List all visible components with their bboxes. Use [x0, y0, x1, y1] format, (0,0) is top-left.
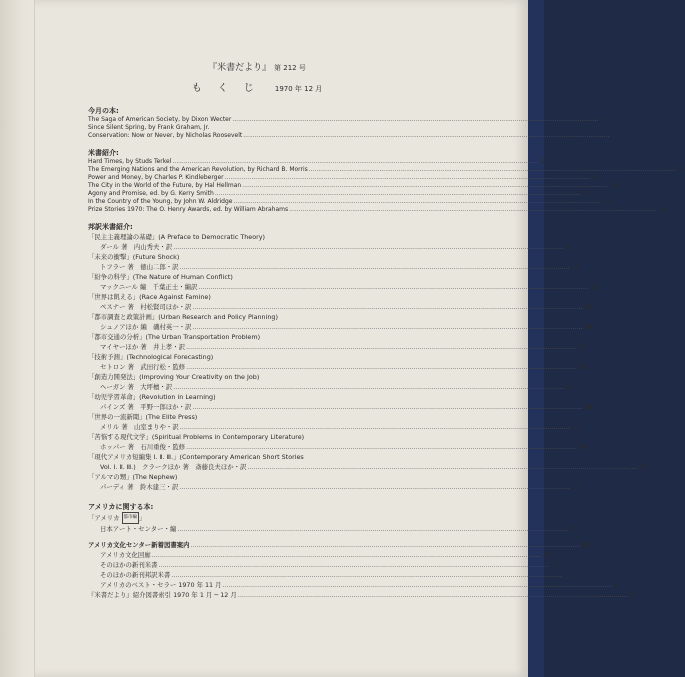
list-item[interactable]: In the Country of the Young, by John W. Aldridge ..... 15 — [88, 198, 426, 206]
page-number: 21 — [570, 263, 579, 271]
book-title: 「都市調査と政策計画」(Urban Research and Policy Planning) — [88, 313, 278, 321]
list-item[interactable]: アメリカのベスト・セラー 1970 年 11 月 ..... 2 — [88, 580, 426, 590]
page-number: 25 — [577, 343, 586, 351]
list-item[interactable]: そのほかの新刊邦訳米書 ..... 33 — [88, 570, 426, 580]
book-author: Vol. Ⅰ. Ⅱ. Ⅲ.) クラークほか 著 斎藤良夫ほか・訳 — [100, 463, 247, 471]
section-heading-translations: 邦訳米書紹介: — [88, 223, 133, 231]
list-item[interactable] — [88, 292, 426, 302]
list-item-sub — [88, 342, 586, 352]
book-author: マックニール 編 千葉正士・編訳 — [100, 283, 198, 291]
page-number: 27 — [564, 383, 573, 391]
list-item-sub — [88, 402, 592, 412]
list-item[interactable]: Agony and Promise, ed. by G. Kerry Smith ..... 14 — [88, 190, 426, 198]
list-item[interactable] — [88, 412, 426, 422]
list-item-sub — [88, 382, 573, 392]
toc-title: も く じ — [191, 83, 257, 94]
book-author: トフラー 著 徳山二郎・訳 — [100, 263, 179, 271]
list-item[interactable]: The City in the World of the Future, by Hal Hellman ..... 13 — [88, 182, 426, 190]
page-number: 24 — [583, 323, 592, 331]
book-title: 「世界の一流新聞」(The Elite Press) — [88, 413, 198, 421]
book-title: 「創造力開発法」(Improving Your Creativity on the Job) — [88, 373, 260, 381]
section-heading-center[interactable]: アメリカ文化センター新着図書案内 ..... 35 — [88, 540, 426, 550]
table-of-contents — [88, 62, 685, 600]
list-item-sub — [88, 262, 579, 272]
page-number: 26 — [577, 363, 586, 371]
book-author: ペスナー 著 村松賢司ほか・訳 — [100, 303, 192, 311]
list-item[interactable] — [88, 372, 426, 382]
section-heading-monthly: 今月の本: — [88, 107, 119, 115]
book-title: 「技術予測」(Technological Forecasting) — [88, 353, 214, 361]
list-item[interactable] — [88, 352, 426, 362]
list-item-sub — [88, 302, 592, 312]
book-author: パインズ 著 平野一郎ほか・訳 — [100, 403, 192, 411]
header — [88, 62, 426, 75]
page-number: 29 — [570, 423, 579, 431]
publication-title: 『米書だより』 — [208, 63, 272, 73]
list-item-index[interactable]: 『米書だより』紹介図書索引 1970 年 1 月 ─ 12 月 ..... 37 — [88, 590, 426, 600]
list-item-sub — [88, 462, 647, 472]
list-item[interactable]: Hard Times, by Studs Terkel ..... 10 — [88, 158, 426, 166]
list-item[interactable]: Power and Money, by Charles P. Kindleberger ..... 12 — [88, 174, 426, 182]
list-item-sub — [88, 282, 598, 292]
list-item[interactable]: Conservation: Now or Never, by Nicholas Roosevelt ..... 7 — [88, 132, 426, 140]
list-item[interactable] — [88, 472, 426, 482]
list-item[interactable]: Since Silent Spring, by Frank Graham, Jr. — [88, 124, 210, 131]
book-title: 「未来の衝撃」(Future Shock) — [88, 253, 180, 261]
book-title: 「世界は飢える」(Race Against Famine) — [88, 293, 211, 301]
list-item-sub — [88, 422, 579, 432]
list-item[interactable] — [88, 392, 426, 402]
list-item[interactable] — [88, 312, 426, 322]
list-item-sub — [88, 442, 586, 452]
book-title: 「紛争の科学」(The Nature of Human Conflict) — [88, 273, 233, 281]
list-item[interactable]: The Saga of American Society, by Dixon Wecter ..... 4 — [88, 116, 426, 124]
tag-badge: 都市編 — [122, 512, 140, 524]
list-item-sub — [88, 322, 592, 332]
list-item-sub — [88, 242, 573, 252]
page-number: 32 — [570, 483, 579, 491]
book-author: メリル 著 山室まりや・訳 — [100, 423, 179, 431]
list-item[interactable]: アメリカ文化回廊 ..... 18 — [88, 550, 426, 560]
page-number: 22 — [589, 283, 598, 291]
issue-number: 第 212 号 — [274, 64, 306, 72]
book-author: ヘーガン 著 大坪檀・訳 — [100, 383, 173, 391]
page-number: 31 — [638, 463, 647, 471]
list-item[interactable] — [88, 272, 426, 282]
list-item-sub — [88, 482, 579, 492]
book-title: 「現代アメリカ短編集 Ⅰ. Ⅱ. Ⅲ.」(Contemporary American Short Stories — [88, 453, 304, 461]
book-title: 「幼児学習革命」(Revolution in Learning) — [88, 393, 216, 401]
list-item[interactable]: そのほかの新刊米書 ..... 17 — [88, 560, 426, 570]
book-title: 「苦悩する現代文学」(Spiritual Problems in Contemporary Literature) — [88, 433, 305, 441]
page-number: 30 — [577, 443, 586, 451]
list-item[interactable] — [88, 432, 426, 442]
page-number: 20 — [564, 243, 573, 251]
list-item[interactable] — [88, 332, 426, 342]
list-item-sub — [88, 362, 586, 372]
book-title: 「民主主義理論の基礎」(A Preface to Democratic Theory) — [88, 233, 266, 241]
list-item[interactable]: 「アメリカ 都市編 」 — [88, 514, 146, 522]
page-spine — [0, 0, 35, 677]
book-author: マイヤーほか 著 井上孝・訳 — [100, 343, 185, 351]
section-heading-intro: 米書紹介: — [88, 149, 119, 157]
list-item[interactable]: The Emerging Nations and the American Revolution, by Richard B. Morris ..... 11 — [88, 166, 426, 174]
page-number: 23 — [583, 303, 592, 311]
book-author: ホッパー 著 石川重俊・監修 — [100, 443, 186, 451]
toc-title-row — [88, 79, 426, 94]
book-author: ダール 著 内山秀夫・訳 — [100, 243, 173, 251]
book-author: シュノアほか 編 磯村英一・訳 — [100, 323, 192, 331]
list-item[interactable] — [88, 452, 426, 462]
book-author: セトロン 著 武田行松・監修 — [100, 363, 186, 371]
book-title: 「都市交通の分析」(The Urban Transportation Problem) — [88, 333, 261, 341]
list-item-sub: 日本アート・センター・編 ..... 34 — [88, 524, 426, 534]
book-title: 「アルマの甥」(The Nephew) — [88, 473, 178, 481]
page-number: 28 — [583, 403, 592, 411]
toc-date: 1970 年 12 月 — [274, 85, 323, 93]
section-heading-america: アメリカに関する本: — [88, 503, 154, 511]
book-author: パーディ 著 鈴木建三・訳 — [100, 483, 179, 491]
list-item[interactable] — [88, 252, 426, 262]
list-item[interactable]: Prize Stories 1970: The O. Henry Awards, ed. by William Abrahams ..... 16 — [88, 206, 426, 214]
list-item[interactable] — [88, 232, 426, 242]
translations-list — [88, 232, 647, 492]
